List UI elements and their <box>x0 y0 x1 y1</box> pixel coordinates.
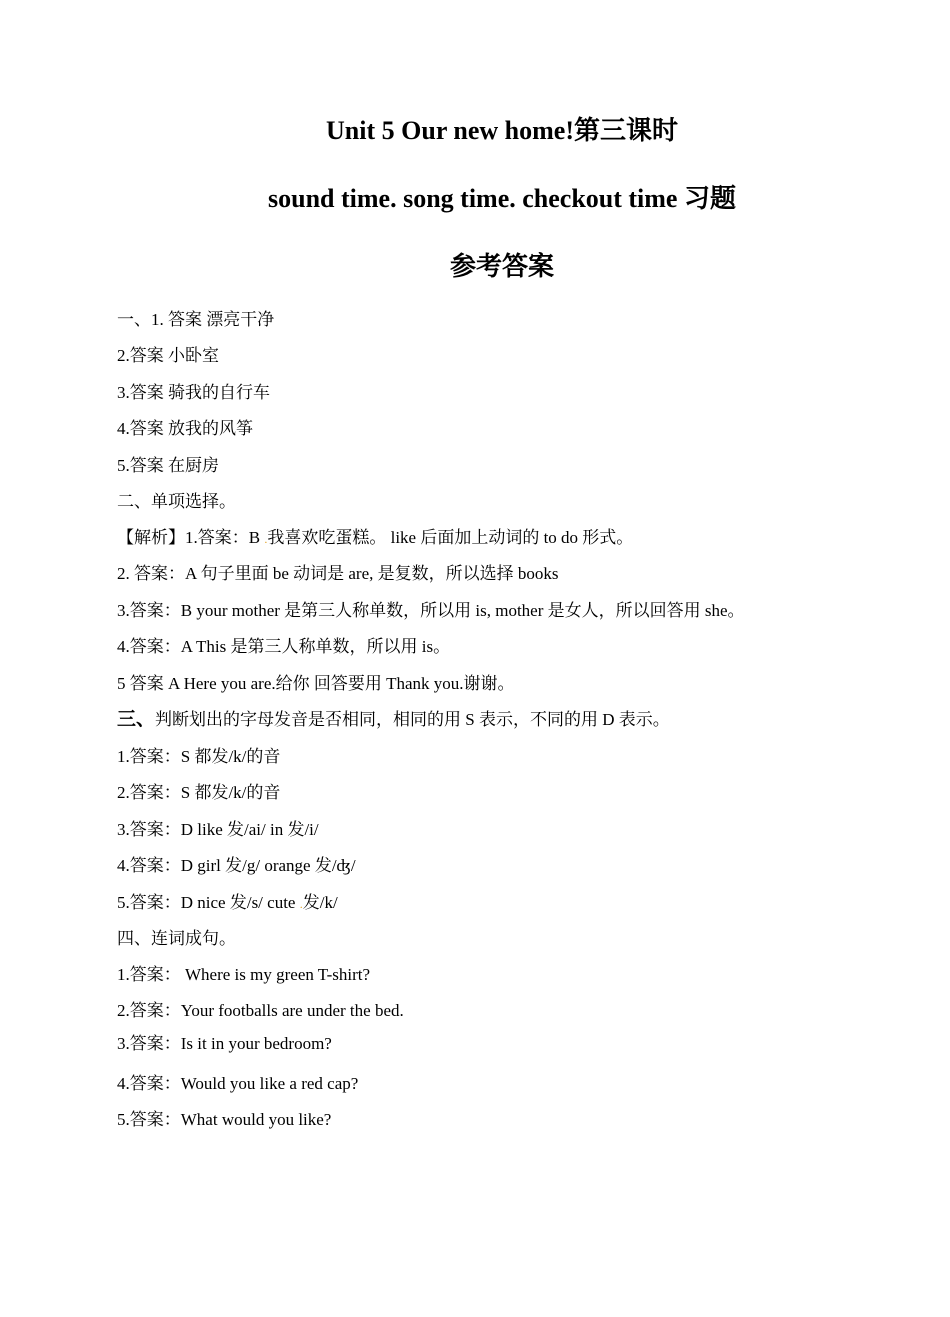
s4-answer-2: 2.答案：Your footballs are under the bed. <box>117 1001 404 1020</box>
title-line-2: sound time. song time. checkout time 习题 <box>268 184 736 213</box>
s1-answer-5: 5.答案 在厨房 <box>117 456 219 475</box>
s3-answer-5 <box>117 888 338 913</box>
s4-answer-4: 4.答案：Would you like a red cap? <box>117 1074 359 1093</box>
s2-answer-4: 4.答案：A This 是第三人称单数，所以用 is。 <box>117 637 451 656</box>
s3-heading <box>117 704 670 731</box>
s3-heading-number: 三、 <box>117 709 156 730</box>
title-line-1: Unit 5 Our new home!第三课时 <box>326 116 678 145</box>
title-line-3: 参考答案 <box>449 252 554 281</box>
s4-answer-3: 3.答案：Is it in your bedroom? <box>117 1034 332 1053</box>
s2-heading: 二、单项选择。 <box>117 492 236 511</box>
s3-answer-5-pre: 5.答案：D nice 发/s/ cute <box>117 893 300 912</box>
marker-dot: . <box>264 532 268 546</box>
s2-answer-2: 2. 答案：A 句子里面 be 动词是 are, 是复数，所以选择 books <box>117 564 559 583</box>
s3-answer-2: 2.答案：S 都发/k/的音 <box>117 783 281 802</box>
s2-answer-1-pre: 【解析】1.答案：B <box>117 528 265 547</box>
s4-answer-1: 1.答案： Where is my green T-shirt? <box>117 965 371 984</box>
s2-answer-1 <box>117 523 633 548</box>
s3-answer-5-post: 发/k/ <box>302 893 338 912</box>
s2-answer-5: 5 答案 A Here you are.给你 回答要用 Thank you.谢谢。 <box>117 674 515 693</box>
s2-answer-1-post: 我喜欢吃蛋糕。 like 后面加上动词的 to do 形式。 <box>267 528 634 547</box>
s3-answer-3: 3.答案：D like 发/ai/ in 发/i/ <box>117 820 319 839</box>
s4-heading: 四、连词成句。 <box>117 929 236 948</box>
s3-answer-4: 4.答案：D girl 发/g/ orange 发/ʤ/ <box>117 856 356 875</box>
s1-answer-3: 3.答案 骑我的自行车 <box>117 383 270 402</box>
marker-dot: . <box>299 897 303 911</box>
s4-answer-5: 5.答案：What would you like? <box>117 1110 332 1129</box>
s3-heading-text: 判断划出的字母发音是否相同，相同的用 S 表示，不同的用 D 表示。 <box>155 710 670 729</box>
s3-answer-1: 1.答案：S 都发/k/的音 <box>117 747 281 766</box>
s1-answer-1: 一、1. 答案 漂亮干净 <box>117 310 275 329</box>
s2-answer-3: 3.答案：B your mother 是第三人称单数，所以用 is, mother 是女人，所以回答用 she。 <box>117 601 745 620</box>
s1-answer-4: 4.答案 放我的风筝 <box>117 419 253 438</box>
s1-answer-2: 2.答案 小卧室 <box>117 346 219 365</box>
